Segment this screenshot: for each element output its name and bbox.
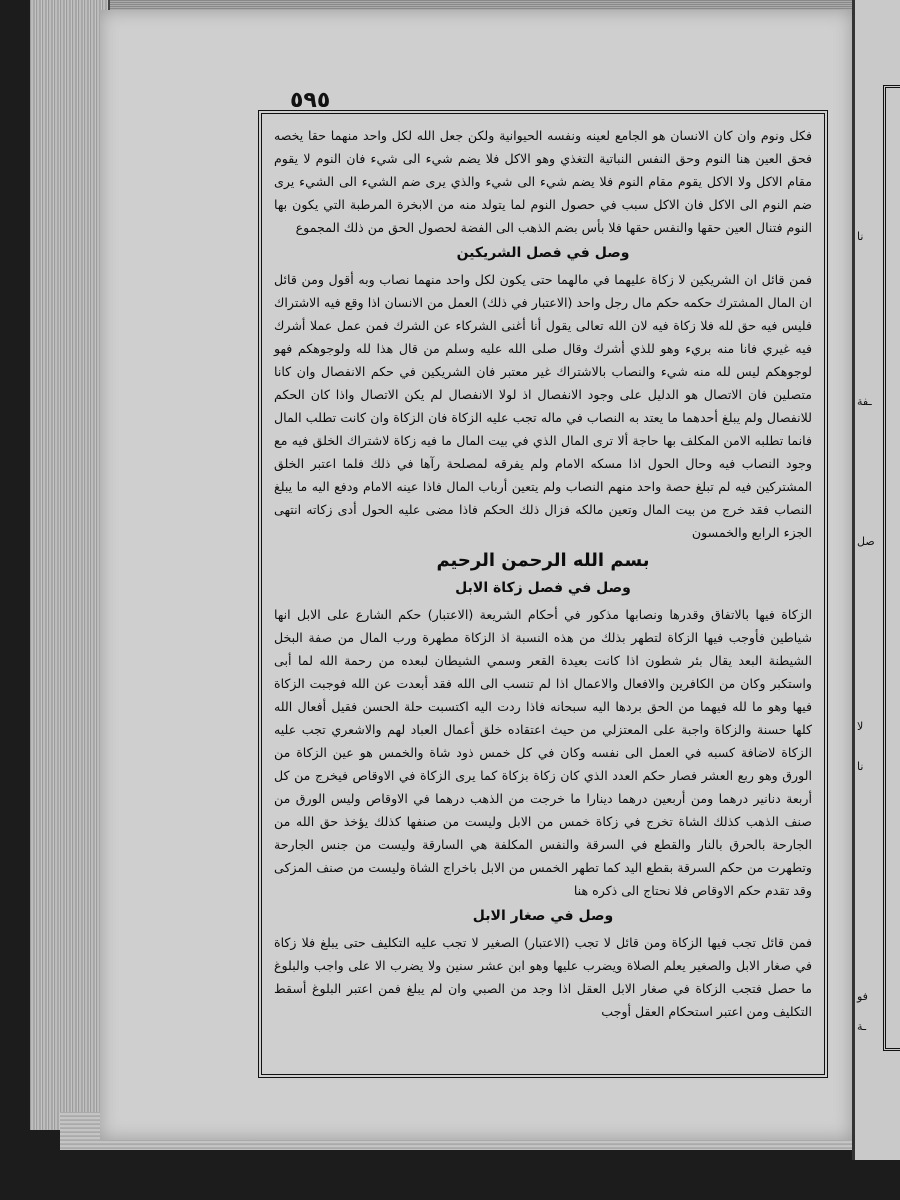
facing-text-fragment: لا <box>857 720 864 733</box>
section-heading-camels: وصل في فصل زكاة الابل <box>455 580 631 596</box>
book-page-stack-left <box>30 0 110 1130</box>
page-number: ٥٩٥ <box>290 88 331 113</box>
facing-text-fragment: صل <box>857 535 875 548</box>
paragraph-partners: فمن قائل ان الشريكين لا زكاة عليهما في مالهما حتى يكون لكل واحد منهما نصاب وبه أقول ومن قائل ان المال المشترك حكمه حكم مال رجل واحد (الاعتبار في ذلك) العمل من الانسان اذا وقع فيه الاشتراك فليس فيه حق لله فلا زكاة فيه لان الله تعالى يقول أنا أغنى الشركاء عن الشرك فمن عمل عملا أشرك فيه غيري فانا منه بريء وهو للذي أشرك وقال صلى الله عليه وسلم من قال هذا لله ولوجوهكم فهو لوجوهكم ليس لله منه شيء والنصاب بالاشتراك غير معتبر فان الشريكين في حكم الانفصال وان كانا متصلين فان الاتصال هو الدليل على وجود الانفصال اذ لولا الانفصال لم يكن الاتصال واذا كان الحكم للانفصال ولم يبلغ أحدهما ما يعتد به النصاب في ماله تجب عليه الزكاة فان الزكاة وان كانت تطلب المال فانما تطلبه الامن المكلف بها حاجة ألا ترى المال الذي في بيت المال ما فيه زكاة لاشتراك الخلق فيه مع وجود النصاب فيه وحال الحول اذا مسكه الامام ولم يفرقه لمصلحة رآها في ذلك فلما اعتبر الخلق المشتركين فيه لم تبلغ حصة واحد منهم النصاب ولم يتعين أرباب المال فاذا عينه الامام ودفع اليه ما يبلغ النصاب فقد خرج من بيت المال وتعين مالكه فزال ذلك الحكم فاذا مضى عليه الحول أدى زكاته انتهى الجزء الرابع والخمسون <box>274 272 812 540</box>
facing-text-fragment: ـة <box>857 1020 867 1033</box>
facing-text-fragment: نا <box>857 760 864 773</box>
facing-text-fragment: فو <box>857 990 868 1003</box>
paragraph-young-camels: فمن قائل تجب فيها الزكاة ومن قائل لا تجب (الاعتبار) الصغير لا تجب عليه التكليف حتى يبلغ فلا زكاة في صغار الابل والصغير يعلم الصلاة ويضرب عليها وهو ابن عشر سنين ولا يضرب الا على واجب والبلوغ ما حصل فتجب الزكاة في صغار الابل العقل اذا وجد من الصبي وان لم يبلغ فمن اعتبر البلوغ أسقط التكليف ومن اعتبر استحكام العقل أوجب <box>274 935 812 1019</box>
facing-text-fragment: نا <box>857 230 864 243</box>
text-body <box>268 120 818 1068</box>
facing-frame <box>883 85 900 1051</box>
facing-text-fragment: ـفة <box>857 395 872 408</box>
facing-page <box>852 0 900 1160</box>
basmala-heading: بسم الله الرحمن الرحيم <box>436 550 650 571</box>
paragraph-camels: الزكاة فيها بالاتفاق وقدرها ونصابها مذكور في أحكام الشريعة (الاعتبار) حكم الشارع على الابل انها شياطين فأوجب فيها الزكاة لتطهر بذلك من هذه النسبة اذ الزكاة مطهرة ورب المال من صفة البخل الشيطنة البعد يقال بئر شطون اذا كانت بعيدة القعر وسمي الشيطان لبعده من رحمة الله لما أبى واستكبر وكان من الكافرين والافعال والاعمال اذا لم تنسب الى الله فقد أبعدت عن الله فوجبت الزكاة فيها وهو ما لله فيهما من الحق بردها اليه سبحانه فاذا ردت اليه اكتسبت حلة الحسن فقيل أفعال الله كلها حسنة والزكاة واجبة على المعتزلي من حيث اعتقاده خلق أعمال العباد لهم والاشعري تجب عليه الزكاة لاضافة كسبه في العمل الى نفسه وكان في كل خمس ذود شاة والخمس هو عين الزكاة من الورق وهو ربع العشر فصار حكم العدد الذي كان زكاة بزكاة كما يرى الزكاة في الاوقاص فيخرج من كل أربعة دنانير درهما ومن أربعين درهما دينارا ما خرجت من الذهب درهما في الاوقاص وليس الورق من صنف الذهب كذلك الشاة تخرج في زكاة خمس من الابل وليست من صنفها كذلك يؤخذ حق الله من الجارحة بالحرق بالنار والقطع في السرقة والنفس المكلفة هي السارقة وليست من جنس الجارحة وتطهرت من حكم السرقة بقطع اليد كما تطهر الخمس من الابل باخراج الشاة وليست من صنف المزكى وقد تقدم حكم الاوقاص فلا نحتاج الى ذكره هنا <box>274 607 812 898</box>
section-heading-partners: وصل في فصل الشريكين <box>456 245 630 261</box>
paragraph-intro: فكل ونوم وان كان الانسان هو الجامع لعينه ونفسه الحيوانية ولكن جعل الله لكل واحد منهما حقا يخصه فحق العين هنا النوم وحق النفس النباتية التغذي وهو الاكل فلا يضم شيء الى شيء فان النوم لا يقوم مقام الاكل ولا الاكل يقوم مقام النوم فلا يضم شيء الى شيء والذي يرى ضم الشيء الى الشيء يرى ضم النوم الى الاكل فان الاكل سبب في حصول النوم لما يتولد منه من الابخرة المرطبة التي يكون بها النوم فتنال العين حقها والنفس حقها فلا بأس بضم الذهب الى الفضة لحصول الحق من ذلك المجموع <box>274 128 812 235</box>
text-frame <box>258 110 828 1078</box>
section-heading-young-camels: وصل في صغار الابل <box>472 908 614 924</box>
